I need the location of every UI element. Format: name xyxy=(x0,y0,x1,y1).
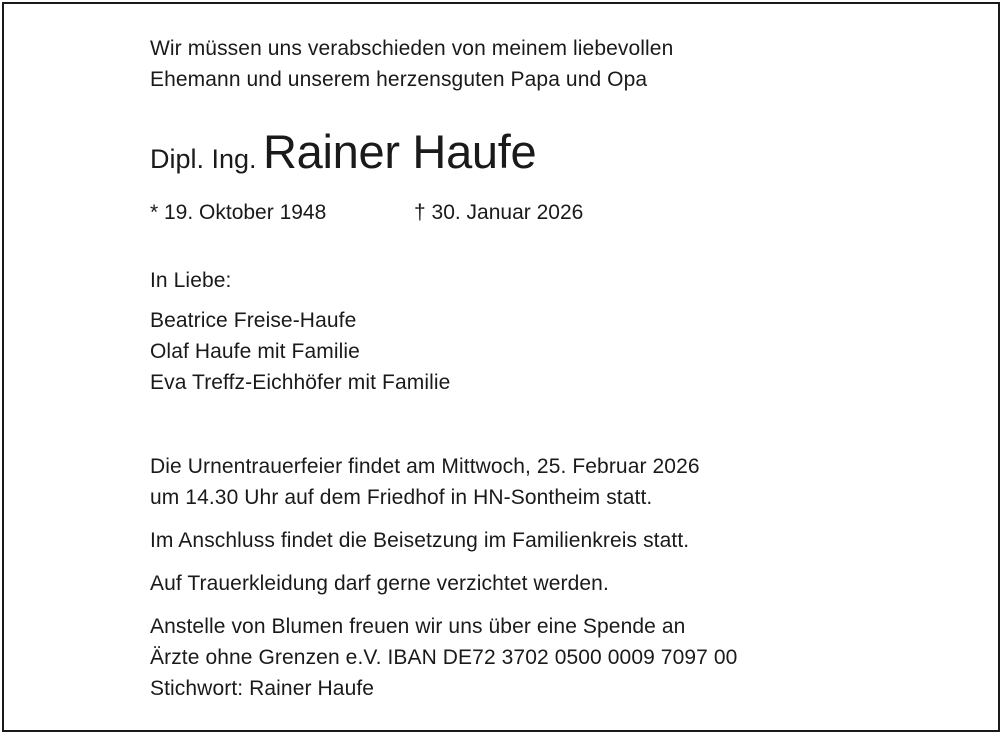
family-heading: In Liebe: xyxy=(150,269,232,292)
ceremony-line-1: Die Urnentrauerfeier findet am Mittwoch, 25. Februar 2026 xyxy=(150,455,700,478)
burial-info: Im Anschluss findet die Beisetzung im Familienkreis statt. xyxy=(150,529,690,552)
family-member: Beatrice Freise-Haufe xyxy=(150,309,357,332)
family-member: Eva Treffz-Eichhöfer mit Familie xyxy=(150,371,451,394)
academic-title: Dipl. Ing. xyxy=(150,144,257,174)
obituary-notice xyxy=(2,2,1000,732)
death-date: † 30. Januar 2026 xyxy=(414,201,584,224)
donation-line-2: Ärzte ohne Grenzen e.V. IBAN DE72 3702 0500 0009 7097 00 xyxy=(150,646,738,669)
life-dates xyxy=(150,200,584,226)
donation-line-1: Anstelle von Blumen freuen wir uns über eine Spende an xyxy=(150,615,686,638)
donation-line-3: Stichwort: Rainer Haufe xyxy=(150,677,375,700)
deceased-name: Rainer Haufe xyxy=(263,125,537,178)
birth-date: * 19. Oktober 1948 xyxy=(150,201,327,224)
deceased-name-row xyxy=(150,124,536,179)
intro-line-2: Ehemann und unserem herzensguten Papa und Opa xyxy=(150,68,648,91)
intro-line-1: Wir müssen uns verabschieden von meinem liebevollen xyxy=(150,37,674,60)
family-member: Olaf Haufe mit Familie xyxy=(150,340,360,363)
ceremony-line-2: um 14.30 Uhr auf dem Friedhof in HN-Sontheim statt. xyxy=(150,486,653,509)
attire-info: Auf Trauerkleidung darf gerne verzichtet werden. xyxy=(150,572,609,595)
